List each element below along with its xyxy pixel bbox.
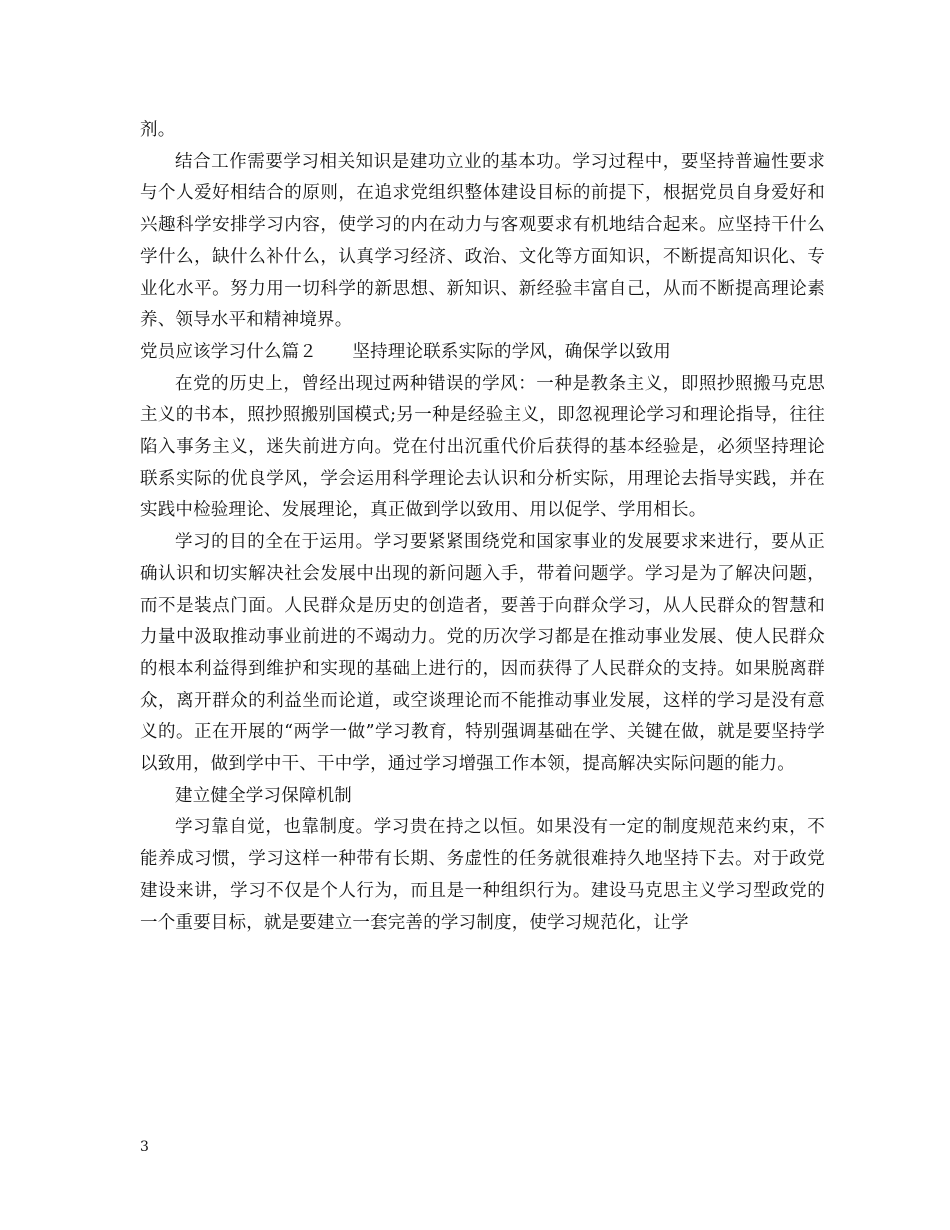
paragraph-body: 在党的历史上，曾经出现过两种错误的学风：一种是教条主义，即照抄照搬马克思主义的书本，照抄照搬别国模式;另一种是经验主义，即忽视理论学习和理论指导，往往陷入事务主义，迷失前进方向。党在付出沉重代价后获得的基本经验是，必须坚持理论联系实际的优良学风，学会运用科学理论去认识和分析实际，用理论去指导实践，并在实践中检验理论、发展理论，真正做到学以致用、用以促学、学用相长。: [140, 373, 825, 521]
page-number: 3: [140, 1139, 149, 1155]
paragraph-continuation: 剂。: [140, 120, 176, 140]
section-heading: 党员应该学习什么篇２ 坚持理论联系实际的学风，确保学以致用: [140, 341, 671, 362]
document-body: [140, 115, 825, 939]
paragraph-body: 学习的目的全在于运用。学习要紧紧围绕党和国家事业的发展要求来进行，要从正确认识和切实解决社会发展中出现的新问题入手，带着问题学。学习是为了解决问题，而不是装点门面。人民群众是历史的创造者，要善于向群众学习，从人民群众的智慧和力量中汲取推动事业前进的不竭动力。党的历次学习都是在推动事业发展、使人民群众的根本利益得到维护和实现的基础上进行的，因而获得了人民群众的支持。如果脱离群众，离开群众的利益坐而论道，或空谈理论而不能推动事业发展，这样的学习是没有意义的。正在开展的“两学一做”学习教育，特别强调基础在学、关键在做，就是要坚持学以致用，做到学中干、干中学，通过学习增强工作本领，提高解决实际问题的能力。: [140, 532, 825, 775]
paragraph-body: 结合工作需要学习相关知识是建功立业的基本功。学习过程中，要坚持普遍性要求与个人爱好相结合的原则，在追求党组织整体建设目标的前提下，根据党员自身爱好和兴趣科学安排学习内容，使学习的内在动力与客观要求有机地结合起来。应坚持干什么学什么，缺什么补什么，认真学习经济、政治、文化等方面知识，不断提高知识化、专业化水平。努力用一切科学的新思想、新知识、新经验丰富自己，从而不断提高理论素养、领导水平和精神境界。: [140, 151, 825, 331]
sub-heading: 建立健全学习保障机制: [175, 785, 352, 806]
paragraph-body: 学习靠自觉，也靠制度。学习贵在持之以恒。如果没有一定的制度规范来约束，不能养成习惯，学习这样一种带有长期、务虚性的任务就很难持久地坚持下去。对于政党建设来讲，学习不仅是个人行为，而且是一种组织行为。建设马克思主义学习型政党的一个重要目标，就是要建立一套完善的学习制度，使学习规范化，让学: [140, 817, 825, 933]
